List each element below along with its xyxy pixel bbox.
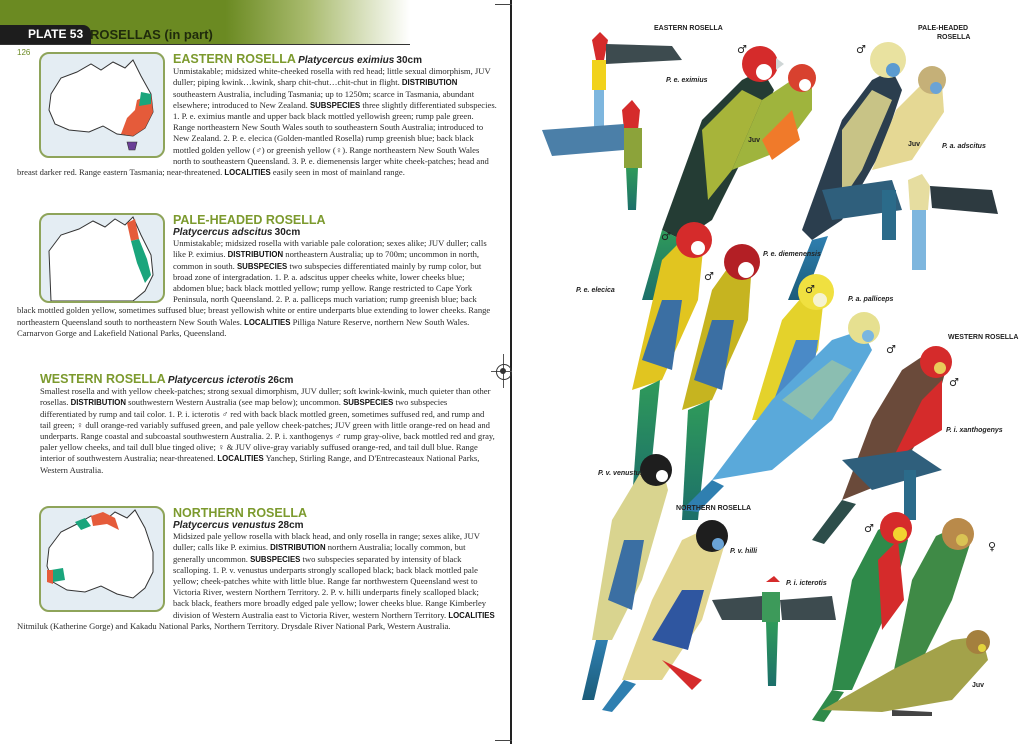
group-label-pale-headed-rosella-line1: PALE-HEADED bbox=[918, 25, 969, 32]
age-label-juvenile: Juv bbox=[748, 137, 761, 144]
male-symbol-icon: ♂ bbox=[856, 43, 866, 56]
group-label-northern-rosella: NORTHERN ROSELLA bbox=[676, 505, 752, 512]
species-entry-eastern-rosella bbox=[17, 52, 497, 178]
body-length: 30cm bbox=[396, 55, 422, 66]
subspecies-label: P. i. xanthogenys bbox=[946, 427, 1003, 434]
species-description: Midsized pale yellow rosella with black head, and only rosella in range; sexes alike, JUV duller; calls like P. eximius. DISTRIBUTION northern Australia; locally common, but generally uncommon. SUBSPECIES two subspecies separated by intensity of black scalloping. 1. P. v. venustus underparts strongly scalloped black; back black mottled pale yellow; cheek-patches white with little blue. Range far northwestern Queensland west to Victoria River, western Northern Territory. 2. P. v. hilli underparts finely scalloped black; back black, feathers more broadly edged pale yellow; lower cheeks blue. Range Kimberley division of Western Australia east to Victoria River, western Northern Territory. LOCALITIES Nitmiluk (Katherine Gorge) and Kakadu National Parks, Northern Territory. Drysdale River National Park, Western Australia. bbox=[17, 531, 495, 631]
common-name: PALE-HEADED ROSELLA bbox=[173, 213, 326, 227]
species-entry-northern-rosella bbox=[17, 506, 497, 632]
subspecies-label: P. e. elecica bbox=[576, 287, 615, 294]
male-symbol-icon: ♂ bbox=[805, 283, 815, 296]
registration-target-icon bbox=[496, 364, 512, 380]
species-description: Smallest rosella and with yellow cheek-patches; strong sexual dimorphism, JUV duller; soft kwink-kwink, much quieter than other rosellas. DISTRIBUTION southwestern Western Australia (see map below); uncommon. SUBSPECIES two subspecies differentiated by rump and tail color. 1. P. i. icterotis ♂ red with back black mottled green, sometimes suffused red, and rump and tail green; ♀ dull orange-red variably suffused green, and pale yellow cheek-patches; JUV green with little orange-red on head and underparts. Range coastal and subcoastal southwestern Australia. 2. P. i. xanthogenys ♂ rump gray-olive, back mottled red and gray, paler yellow cheeks, and tail dull blue tinged olive; ♀ & JUV olive-gray variably suffused orange-red, and tail dull blue. Range interior of southwestern Australia; near-threatened. LOCALITIES Yanchep, Stirling Range, and D'Entrecasteaux National Parks, Western Australia. bbox=[40, 386, 495, 475]
pale-headed-rosella-flight bbox=[822, 174, 998, 270]
subspecies-label: P. e. eximius bbox=[666, 77, 708, 84]
eastern-rosella-flight-top bbox=[542, 100, 642, 210]
common-name: NORTHERN ROSELLA bbox=[173, 506, 308, 520]
scientific-name: Platycercus icterotis bbox=[167, 375, 266, 386]
male-symbol-icon: ♂ bbox=[661, 230, 671, 243]
species-description: Unmistakable; midsized rosella with variable pale coloration; sexes alike; JUV duller; calls like P. eximius. DISTRIBUTION northeastern Australia; up to 700m; uncommon in north, common in south. SUBSPECIES two subspecies differentiated mainly by rump color, but broad zone of intergradation. 1. P. a. adscitus upper cheeks white, lower cheeks blue; abdomen blue; back black mottled yellow; rump yellow. Range restricted to Cape York Peninsula, north Queensland. 2. P. a. palliceps much variation; rump greenish blue; back black mottled golden yellow, sometimes suffused blue; breast yellowish white or entire underparts blue extending to lower cheeks. Range northeastern Queensland south to northeastern New South Wales. LOCALITIES Pilliga Nature Reserve, northern New South Wales. Carnarvon Gorge and Lakefield National Parks, Queensland. bbox=[17, 238, 491, 338]
male-symbol-icon: ♂ bbox=[949, 376, 959, 389]
plate-title: ROSELLAS (in part) bbox=[90, 27, 213, 42]
subspecies-label: P. a. adscitus bbox=[942, 143, 986, 150]
male-symbol-icon: ♂ bbox=[737, 43, 747, 56]
scientific-name: Platycercus eximius bbox=[298, 55, 395, 66]
left-page bbox=[0, 0, 510, 744]
common-name: EASTERN ROSELLA bbox=[173, 52, 296, 66]
body-length: 30cm bbox=[274, 227, 301, 238]
range-map-northern-rosella bbox=[39, 506, 165, 612]
australia-map-icon bbox=[41, 215, 163, 301]
body-length: 28cm bbox=[277, 520, 304, 531]
age-label-juvenile: Juv bbox=[972, 682, 985, 689]
body-length: 26cm bbox=[267, 375, 294, 386]
australia-map-icon bbox=[41, 508, 163, 610]
common-name: WESTERN ROSELLA bbox=[40, 372, 166, 386]
range-map-eastern-rosella bbox=[39, 52, 165, 158]
western-rosella-icterotis-flight bbox=[712, 576, 836, 686]
species-entry-pale-headed-rosella bbox=[17, 213, 497, 339]
subspecies-label: P. v. venustus bbox=[598, 470, 644, 477]
male-symbol-icon: ♂ bbox=[704, 270, 714, 283]
species-heading bbox=[40, 372, 495, 386]
rosella-illustrations bbox=[512, 0, 1024, 744]
group-label-pale-headed-rosella-line2: ROSELLA bbox=[937, 34, 971, 41]
male-symbol-icon: ♂ bbox=[864, 522, 874, 535]
range-map-pale-headed-rosella bbox=[39, 213, 165, 303]
group-label-western-rosella: WESTERN ROSELLA bbox=[948, 334, 1019, 341]
male-symbol-icon: ♂ bbox=[886, 343, 896, 356]
subspecies-label: P. v. hilli bbox=[730, 548, 758, 555]
subspecies-label: P. a. palliceps bbox=[848, 296, 894, 303]
page-number: 126 bbox=[17, 48, 31, 57]
group-label-eastern-rosella: EASTERN ROSELLA bbox=[654, 25, 723, 32]
australia-map-icon bbox=[41, 54, 163, 156]
scientific-name: Platycercus adscitus bbox=[173, 227, 273, 238]
age-label-juvenile: Juv bbox=[908, 141, 921, 148]
species-description: Unmistakable; midsized white-cheeked rosella with red head; little sexual dimorphism, JUV duller; piping kwink…kwink, sharp chit-chut…chit-chut in flight. DISTRIBUTION southeastern Australia, including Tasmania; up to 1250m; scarce in Tasmania, abundant elsewhere; introduced to New Zealand. SUBSPECIES three slightly differentiated subspecies. 1. P. e. eximius mantle and upper back black mottled yellowish green; rump pale green. Range northeastern New South Wales south to southeastern South Australia; introduced to New Zealand. 2. P. e. elecica (Golden-mantled Rosella) rump greenish blue; back black mottled golden yellow (♂) or greenish yellow (♀). Range northeastern New South Wales north to southeastern Queensland. 3. P. e. diemenensis larger white cheek-patches; head and breast darker red. Range eastern Tasmania; near-threatened. LOCALITIES easily seen in most of mainland range. bbox=[17, 66, 497, 178]
scientific-name: Platycercus venustus bbox=[173, 520, 276, 531]
species-entry-western-rosella bbox=[40, 372, 495, 476]
right-page-plate bbox=[512, 0, 1024, 744]
plate-number-tab: PLATE 53 bbox=[0, 25, 91, 44]
subspecies-label: P. i. icterotis bbox=[786, 580, 827, 587]
header-rule bbox=[0, 44, 410, 45]
female-symbol-icon: ♀ bbox=[988, 540, 997, 553]
subspecies-label: P. e. diemenensis bbox=[763, 251, 821, 258]
